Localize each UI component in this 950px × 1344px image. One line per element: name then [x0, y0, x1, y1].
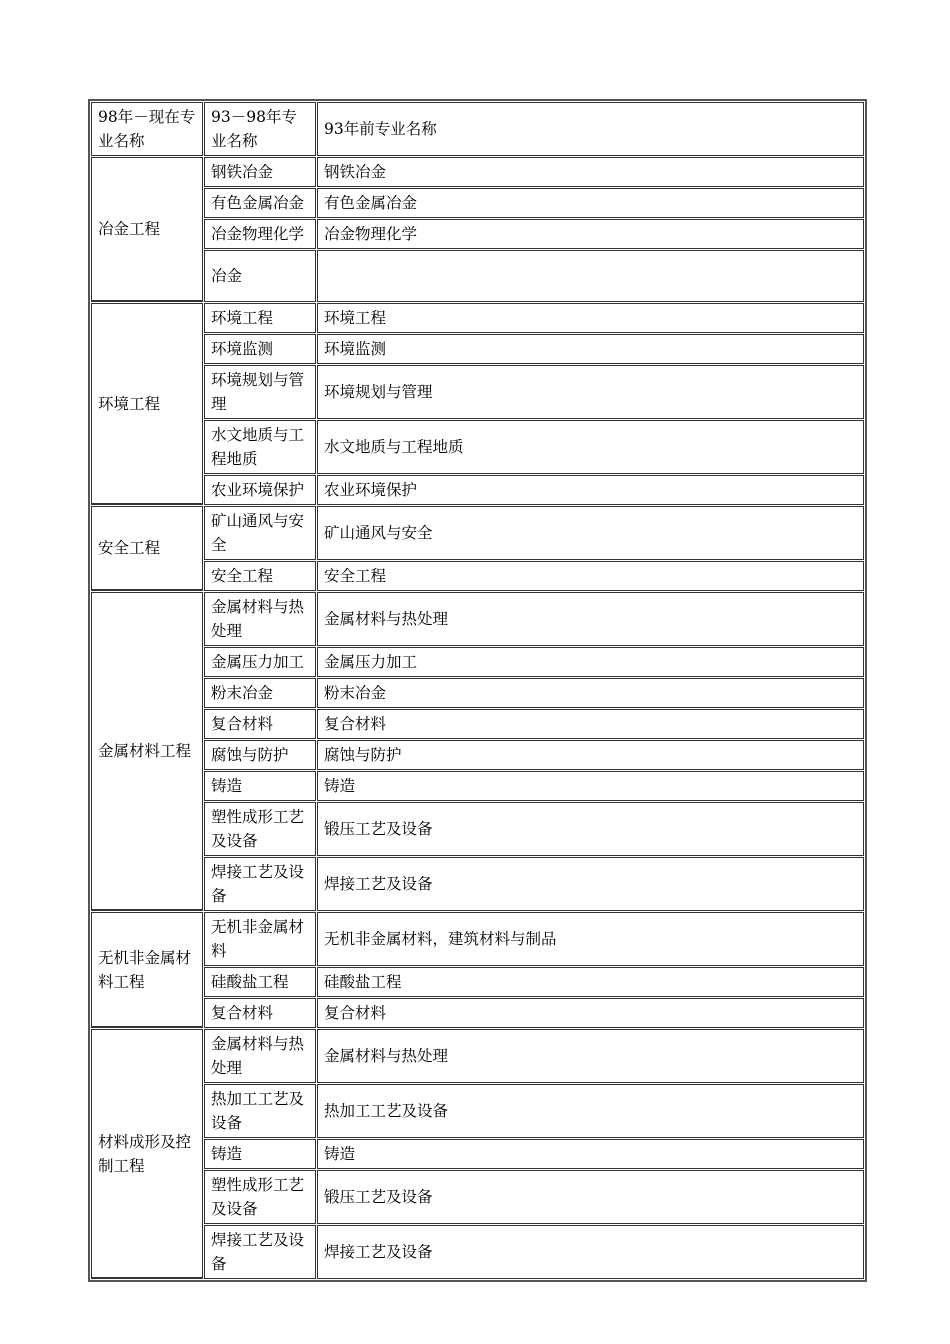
table-row: [91, 157, 864, 187]
major-pre-93-cell: 铸造: [317, 1139, 864, 1169]
major-93-98-cell: 腐蚀与防护: [204, 740, 316, 770]
table-row: [91, 1084, 864, 1138]
table-row: [91, 740, 864, 770]
major-93-98-cell: 有色金属冶金: [204, 188, 316, 218]
major-93-98-cell: 环境工程: [204, 303, 316, 333]
major-pre-93-cell: 复合材料: [317, 998, 864, 1028]
major-pre-93-cell: 粉末冶金: [317, 678, 864, 708]
header-row: [91, 102, 864, 156]
major-93-98-cell: 塑性成形工艺及设备: [204, 802, 316, 856]
table-row: [91, 998, 864, 1028]
table-row: [91, 912, 864, 966]
group-name-cell: 安全工程: [91, 506, 203, 591]
table-row: [91, 967, 864, 997]
major-93-98-cell: 焊接工艺及设备: [204, 857, 316, 911]
major-93-98-cell: 环境监测: [204, 334, 316, 364]
major-93-98-cell: 水文地质与工程地质: [204, 420, 316, 474]
major-93-98-cell: 硅酸盐工程: [204, 967, 316, 997]
major-pre-93-cell: 腐蚀与防护: [317, 740, 864, 770]
major-93-98-cell: 塑性成形工艺及设备: [204, 1170, 316, 1224]
table-row: [91, 365, 864, 419]
major-pre-93-cell: 锻压工艺及设备: [317, 802, 864, 856]
major-pre-93-cell: 锻压工艺及设备: [317, 1170, 864, 1224]
table-row: [91, 250, 864, 302]
major-93-98-cell: 矿山通风与安全: [204, 506, 316, 560]
group-name-cell: 环境工程: [91, 303, 203, 505]
table-row: [91, 1029, 864, 1083]
table-row: [91, 709, 864, 739]
table-row: [91, 857, 864, 911]
major-pre-93-cell: 金属压力加工: [317, 647, 864, 677]
major-pre-93-cell: 复合材料: [317, 709, 864, 739]
major-pre-93-cell: 焊接工艺及设备: [317, 857, 864, 911]
major-pre-93-cell: 农业环境保护: [317, 475, 864, 505]
major-pre-93-cell: 环境工程: [317, 303, 864, 333]
table-row: [91, 561, 864, 591]
table-row: [91, 647, 864, 677]
table-row: [91, 303, 864, 333]
table-row: [91, 188, 864, 218]
group-name-cell: 金属材料工程: [91, 592, 203, 911]
major-pre-93-cell: 水文地质与工程地质: [317, 420, 864, 474]
major-93-98-cell: 粉末冶金: [204, 678, 316, 708]
major-mapping-table: [88, 99, 867, 1282]
header-cell-93-98: 93－98年专业名称: [204, 102, 316, 156]
table-row: [91, 678, 864, 708]
major-pre-93-cell: 金属材料与热处理: [317, 592, 864, 646]
major-pre-93-cell: 铸造: [317, 771, 864, 801]
major-pre-93-cell: 环境规划与管理: [317, 365, 864, 419]
major-pre-93-cell: 冶金物理化学: [317, 219, 864, 249]
table-row: [91, 334, 864, 364]
major-93-98-cell: 热加工工艺及设备: [204, 1084, 316, 1138]
major-pre-93-cell: 金属材料与热处理: [317, 1029, 864, 1083]
major-93-98-cell: 金属材料与热处理: [204, 592, 316, 646]
major-93-98-cell: 环境规划与管理: [204, 365, 316, 419]
major-93-98-cell: 铸造: [204, 771, 316, 801]
major-pre-93-cell: 安全工程: [317, 561, 864, 591]
major-93-98-cell: 金属材料与热处理: [204, 1029, 316, 1083]
major-93-98-cell: 冶金物理化学: [204, 219, 316, 249]
major-93-98-cell: 无机非金属材料: [204, 912, 316, 966]
table-row: [91, 506, 864, 560]
major-pre-93-cell: 无机非金属材料，建筑材料与制品: [317, 912, 864, 966]
major-93-98-cell: 复合材料: [204, 709, 316, 739]
table-row: [91, 592, 864, 646]
group-name-cell: 冶金工程: [91, 157, 203, 302]
major-93-98-cell: 冶金: [204, 250, 316, 302]
table-row: [91, 1225, 864, 1279]
major-93-98-cell: 复合材料: [204, 998, 316, 1028]
major-93-98-cell: 农业环境保护: [204, 475, 316, 505]
table-row: [91, 219, 864, 249]
major-93-98-cell: 安全工程: [204, 561, 316, 591]
major-pre-93-cell: 有色金属冶金: [317, 188, 864, 218]
major-93-98-cell: 钢铁冶金: [204, 157, 316, 187]
major-pre-93-cell: 焊接工艺及设备: [317, 1225, 864, 1279]
table-row: [91, 771, 864, 801]
header-cell-current: 98年－现在专业名称: [91, 102, 203, 156]
table-row: [91, 420, 864, 474]
header-cell-pre-93: 93年前专业名称: [317, 102, 864, 156]
group-name-cell: 材料成形及控制工程: [91, 1029, 203, 1279]
major-pre-93-cell: 硅酸盐工程: [317, 967, 864, 997]
major-pre-93-cell: 环境监测: [317, 334, 864, 364]
group-name-cell: 无机非金属材料工程: [91, 912, 203, 1028]
major-pre-93-cell: [317, 250, 864, 302]
major-93-98-cell: 铸造: [204, 1139, 316, 1169]
table-row: [91, 1170, 864, 1224]
table-row: [91, 1139, 864, 1169]
table-row: [91, 475, 864, 505]
major-pre-93-cell: 钢铁冶金: [317, 157, 864, 187]
major-93-98-cell: 焊接工艺及设备: [204, 1225, 316, 1279]
table-row: [91, 802, 864, 856]
major-pre-93-cell: 矿山通风与安全: [317, 506, 864, 560]
major-pre-93-cell: 热加工工艺及设备: [317, 1084, 864, 1138]
major-93-98-cell: 金属压力加工: [204, 647, 316, 677]
table-body: [91, 102, 864, 1279]
